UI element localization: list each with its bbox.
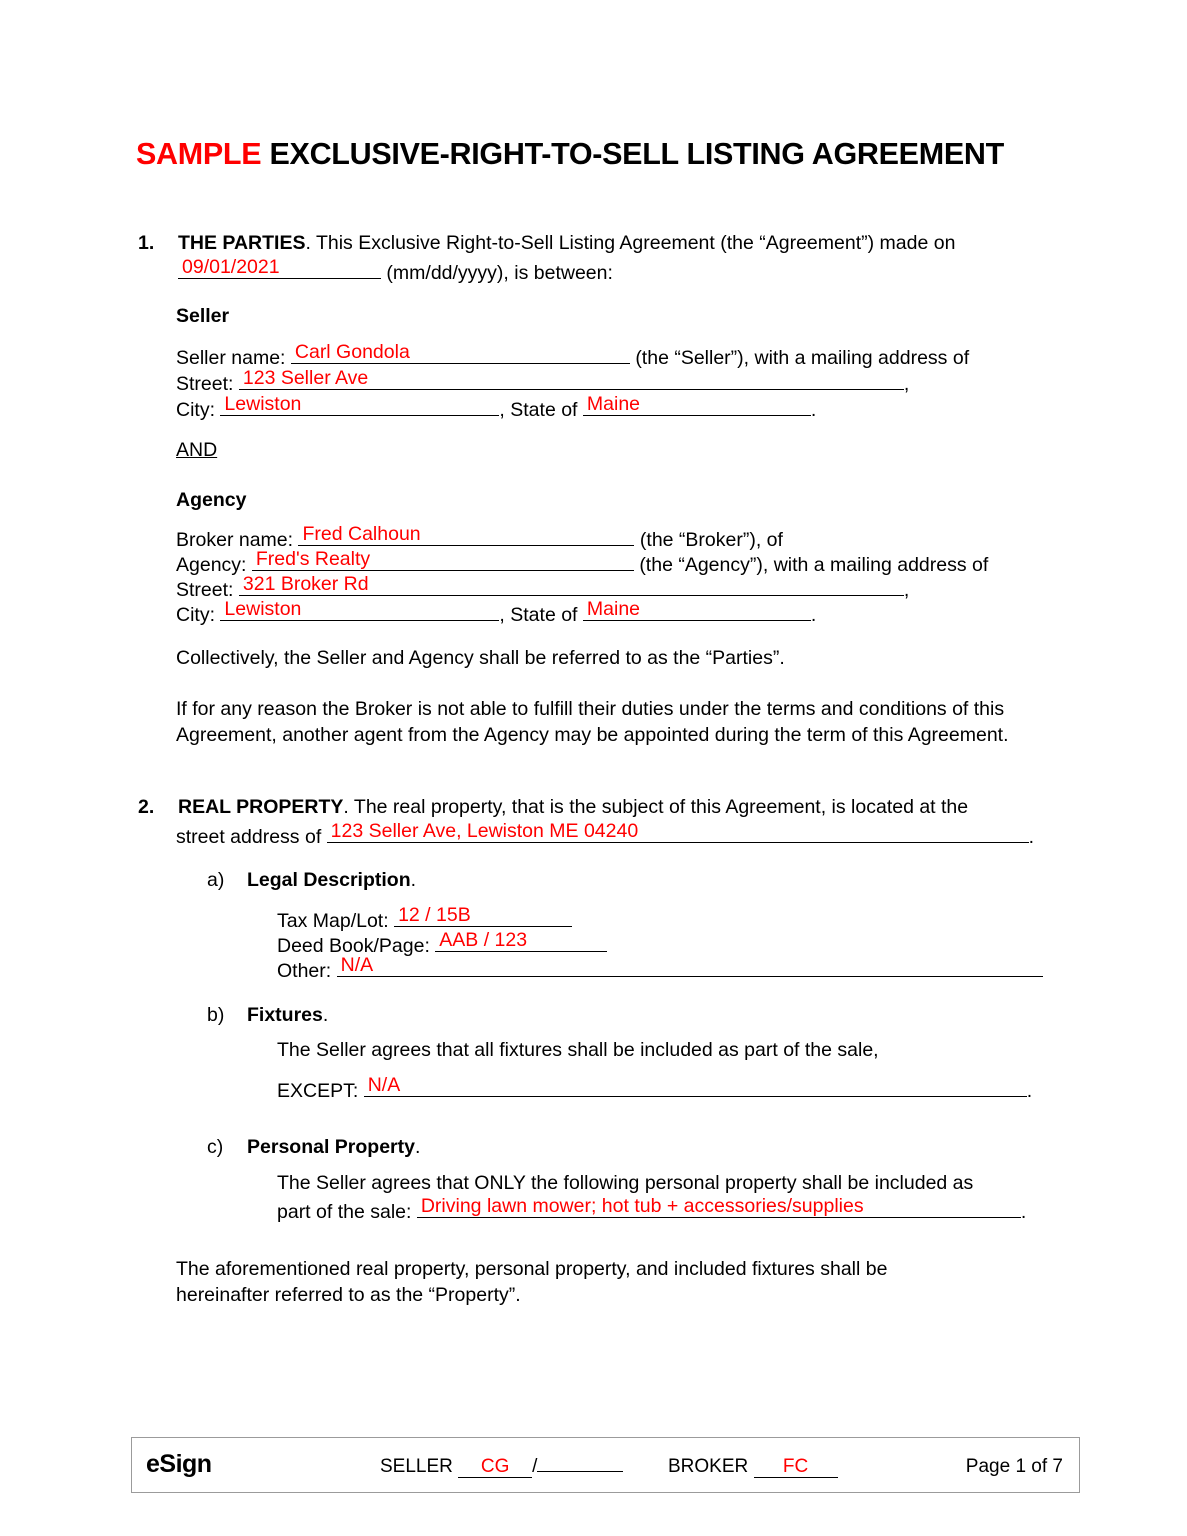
fixtures-except-row bbox=[277, 1075, 1032, 1105]
legal-other-row bbox=[277, 955, 1043, 985]
clause-1-number: 1. bbox=[138, 232, 155, 254]
agency-section-heading: Agency bbox=[176, 489, 247, 511]
agency-state-after-text: . bbox=[810, 604, 817, 626]
title-main-text: EXCLUSIVE-RIGHT-TO-SELL LISTING AGREEMENT bbox=[269, 137, 1004, 171]
seller-city-label: City: bbox=[176, 399, 215, 421]
legal-other-label: Other: bbox=[277, 960, 332, 982]
page-title bbox=[136, 138, 1056, 172]
broker-substitution-paragraph: If for any reason the Broker is not able to fulfill their duties under the terms and conditions of this Agreement, another agent from the Agency may be appointed during the term of this Agreement. bbox=[176, 698, 1009, 746]
date-format-note: (mm/dd/yyyy), is between: bbox=[386, 261, 613, 284]
subclause-c-heading-period: . bbox=[414, 1136, 421, 1158]
subclause-b-heading-period: . bbox=[322, 1004, 329, 1026]
seller-city-state-row bbox=[176, 394, 1056, 424]
agreement-date-field[interactable]: 09/01/2021 bbox=[178, 257, 381, 279]
collectively-paragraph: Collectively, the Seller and Agency shall be referred to as the “Parties”. bbox=[176, 647, 785, 669]
clause-2-heading: REAL PROPERTY bbox=[178, 796, 344, 818]
agency-city-field[interactable]: Lewiston bbox=[220, 599, 499, 621]
footer-page-number: Page 1 of 7 bbox=[965, 1456, 1063, 1477]
agency-street-label: Street: bbox=[176, 579, 234, 601]
subclause-a-heading: Legal Description bbox=[247, 869, 411, 891]
personal-property-row-2 bbox=[277, 1196, 1026, 1226]
legal-other-field[interactable]: N/A bbox=[337, 955, 1043, 977]
agency-state-label: , State of bbox=[499, 604, 578, 626]
footer-broker-initials-group bbox=[668, 1456, 838, 1478]
seller-name-after-text: (the “Seller”), with a mailing address of bbox=[635, 347, 970, 369]
footer-broker-label: BROKER bbox=[668, 1456, 749, 1477]
broker-initials-field[interactable]: FC bbox=[754, 1457, 838, 1478]
subclause-a-letter: a) bbox=[207, 869, 225, 891]
broker-name-field[interactable]: Fred Calhoun bbox=[298, 524, 634, 546]
deed-book-page-field[interactable]: AAB / 123 bbox=[435, 930, 607, 952]
clause-1-intro: . This Exclusive Right-to-Sell Listing Agreement (the “Agreement”) made on bbox=[305, 232, 956, 254]
seller-section-heading: Seller bbox=[176, 305, 230, 327]
street-address-label: street address of bbox=[176, 825, 322, 848]
agency-city-label: City: bbox=[176, 604, 215, 626]
clause-1-text bbox=[178, 231, 1038, 286]
seller-city-field[interactable]: Lewiston bbox=[220, 394, 499, 416]
personal-property-line-1: The Seller agrees that ONLY the following personal property shall be included as bbox=[277, 1172, 974, 1194]
fixtures-except-field[interactable]: N/A bbox=[364, 1075, 1027, 1097]
clause-2-number: 2. bbox=[138, 796, 155, 818]
agency-street-field[interactable]: 321 Broker Rd bbox=[239, 574, 904, 596]
agency-name-field[interactable]: Fred's Realty bbox=[252, 549, 634, 571]
subclause-a-text bbox=[247, 868, 1057, 894]
seller-initials-field-2[interactable] bbox=[537, 1471, 623, 1472]
seller-street-after-text: , bbox=[903, 373, 910, 395]
agency-name-after-text: (the “Agency”), with a mailing address of bbox=[639, 554, 989, 576]
subclause-c-personal-property bbox=[207, 1135, 1057, 1161]
and-separator: AND bbox=[176, 439, 218, 461]
clause-2-real-property bbox=[138, 795, 1048, 850]
fixtures-except-after-text: . bbox=[1026, 1080, 1033, 1102]
tax-map-lot-label: Tax Map/Lot: bbox=[277, 910, 389, 932]
subclause-c-letter: c) bbox=[207, 1136, 224, 1158]
seller-state-field[interactable]: Maine bbox=[583, 394, 811, 416]
seller-state-label: , State of bbox=[499, 399, 578, 421]
subclause-b-text bbox=[247, 1003, 1057, 1029]
clause-1-heading: THE PARTIES bbox=[178, 232, 306, 254]
street-address-field[interactable]: 123 Seller Ave, Lewiston ME 04240 bbox=[327, 821, 1029, 843]
footer-initials-separator: / bbox=[532, 1456, 538, 1477]
footer-seller-initials-group bbox=[380, 1456, 623, 1478]
deed-book-page-label: Deed Book/Page: bbox=[277, 935, 430, 957]
personal-property-label: part of the sale: bbox=[277, 1201, 412, 1223]
subclause-b-fixtures bbox=[207, 1003, 1057, 1029]
clause-1-the-parties bbox=[138, 231, 1038, 286]
subclause-b-letter: b) bbox=[207, 1004, 225, 1026]
page-footer bbox=[131, 1437, 1080, 1493]
subclause-c-heading: Personal Property bbox=[247, 1136, 415, 1158]
agency-street-after-text: , bbox=[903, 579, 910, 601]
tax-map-lot-field[interactable]: 12 / 15B bbox=[394, 905, 572, 927]
personal-property-after-text: . bbox=[1020, 1201, 1027, 1223]
clause-2-intro: . The real property, that is the subject of this Agreement, is located at the bbox=[343, 796, 969, 818]
subclause-a-legal-description bbox=[207, 868, 1057, 894]
fixtures-except-label: EXCEPT: bbox=[277, 1080, 359, 1102]
street-address-after-text: . bbox=[1028, 825, 1035, 848]
fixtures-line-1: The Seller agrees that all fixtures shall be included as part of the sale, bbox=[277, 1039, 879, 1061]
personal-property-field[interactable]: Driving lawn mower; hot tub + accessories/supplies bbox=[417, 1196, 1021, 1218]
agency-state-field[interactable]: Maine bbox=[583, 599, 811, 621]
esign-logo: eSign bbox=[146, 1450, 212, 1478]
seller-street-label: Street: bbox=[176, 373, 234, 395]
seller-state-after-text: . bbox=[810, 399, 817, 421]
broker-name-label: Broker name: bbox=[176, 529, 294, 551]
broker-name-after-text: (the “Broker”), of bbox=[639, 529, 783, 551]
clause-2-text bbox=[138, 795, 1048, 850]
footer-seller-label: SELLER bbox=[380, 1456, 453, 1477]
subclause-c-text bbox=[247, 1135, 1057, 1161]
title-sample-word: SAMPLE bbox=[136, 137, 262, 171]
subclause-a-heading-period: . bbox=[410, 869, 417, 891]
seller-name-label: Seller name: bbox=[176, 347, 286, 369]
agency-city-state-row bbox=[176, 599, 1076, 629]
subclause-b-heading: Fixtures bbox=[247, 1004, 323, 1026]
seller-initials-field-1[interactable]: CG bbox=[458, 1457, 532, 1478]
agency-name-label: Agency: bbox=[176, 554, 247, 576]
property-definition-paragraph: The aforementioned real property, personal property, and included fixtures shall be hereinafter referred to as the “Property”. bbox=[176, 1258, 888, 1306]
seller-name-field[interactable]: Carl Gondola bbox=[291, 342, 630, 364]
seller-street-field[interactable]: 123 Seller Ave bbox=[239, 368, 904, 390]
